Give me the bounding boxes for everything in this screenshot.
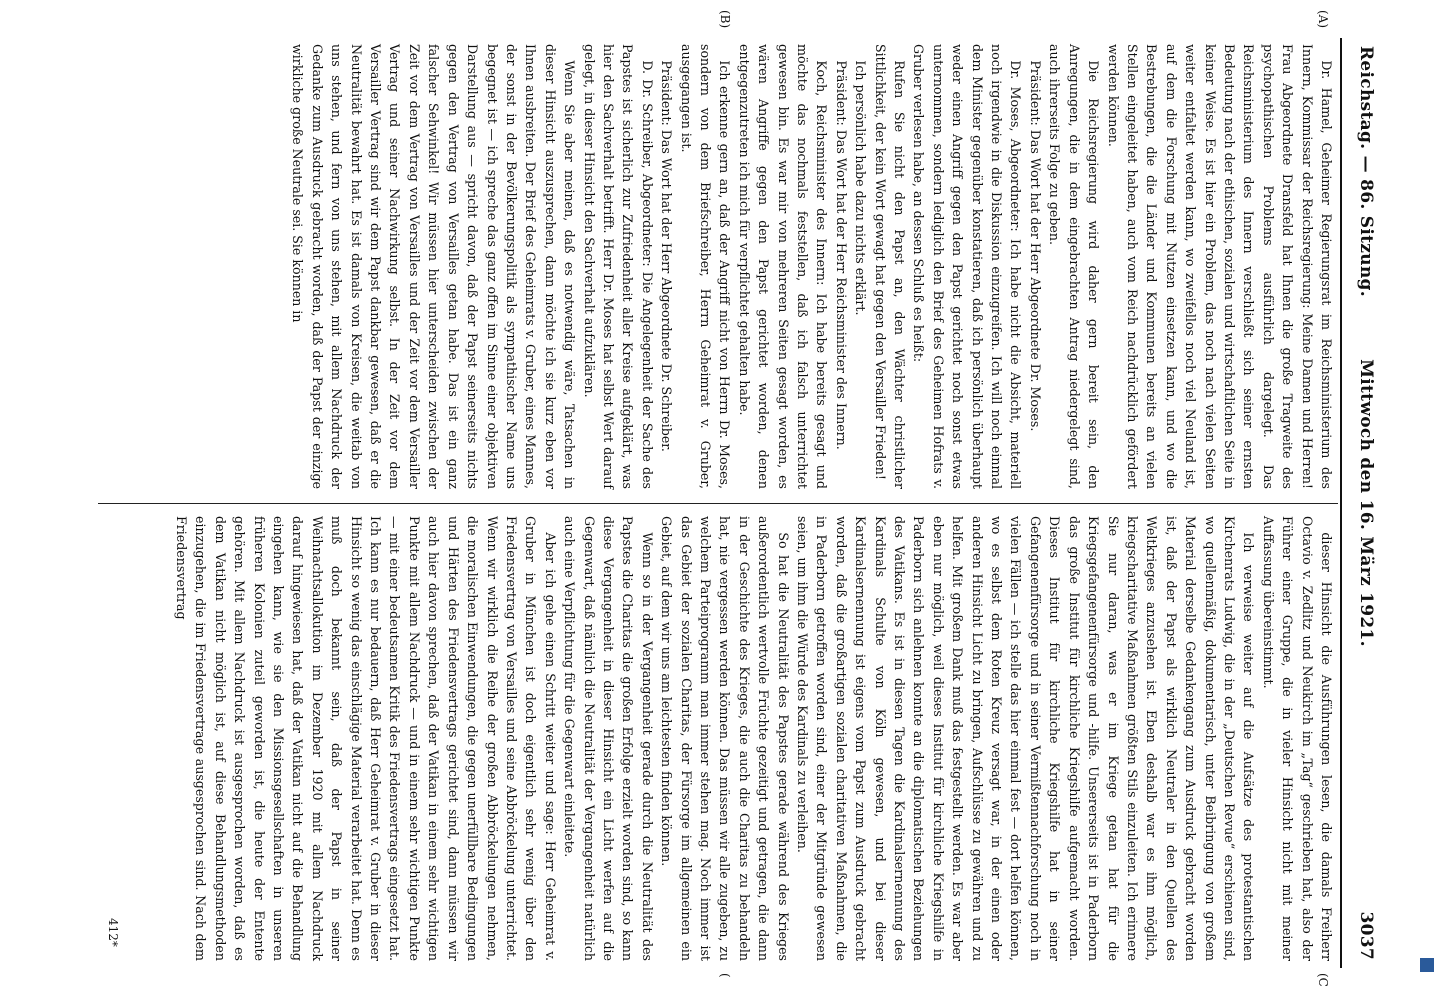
header-date: Mittwoch den 16. März 1921. — [1356, 359, 1376, 647]
left-column-paragraph: Wenn Sie aber meinen, daß es notwendig wäre, Tatsachen in dieser Hinsicht auszusprechen, dann möchte ich sie kurz eben vor Ihnen ausbreiten. Der Brief des Geheimrats v. Gruber, eines Mannes, der sonst in der Bevölkerungspolitik als sympathischer Name uns begegnet ist — ich spreche das ganz offen im Sinne einer objektiven Darstellung aus — spricht davon, daß der Papst seinerseits nichts gegen den Vertrag von Versailles getan habe. Das ist ein ganz falscher Sehwinkel! Wir müssen hier unterscheiden zwischen der Zeit vor dem Vertrag von Versailles und der Zeit vor dem Versailler Vertrag und seiner Nachwirkung selbst. In der Zeit vor dem Versailler Vertrag sind wir dem Papst dankbar gewesen, daß er die Neutralität bewahrt hat. Es ist damals von Kreisen, die weitab von uns stehen, und fern von uns stehen, mit allem Nachdruck der Gedanke zum Ausdruck gebracht worden, daß der Papst der einzige wirkliche große Neutrale sei. Sie können in — [290, 44, 578, 489]
right-column-paragraph: dieser Hinsicht die Ausführungen lesen, die damals Freiherr Octavio v. Zedlitz und Neukirch im „Tag“ geschrieben hat, also der Führer einer Gruppe, die in vieler Hinsicht nicht mit meiner Auffassung übereinstimmt. — [1260, 516, 1334, 961]
left-column-paragraph: Ich persönlich habe dazu nichts erklärt. — [853, 60, 869, 316]
left-column-paragraph: Rufen Sie nicht den Papst an, den Wächter christlicher Sittlichkeit, der kein Wort gewagt hat gegen den Versailler Frieden! — [872, 44, 908, 489]
left-column-paragraph: Ich erkenne gern an, daß der Angriff nicht von Herrn Dr. Moses, sondern von dem Briefschreiber, Herrn Geheimrat v. Gruber, ausgegangen ist. — [678, 44, 733, 489]
page-number: 3037 — [1356, 911, 1376, 960]
right-column — [172, 516, 1336, 961]
left-column-paragraph: Dr. Moses, Abgeordneter: Ich habe nicht die Absicht, materiell noch irgendwie in die Diskussion einzugreifen. Ich will noch einmal dem Minister gegenüber konstatieren, daß ich persönlich überhaupt weder einen Angriff gegen den Papst gerichtet noch sonst etwas unternommen, sondern lediglich den Brief des Geheimen Hofrats v. Gruber verlesen habe, an dessen Schluß es heißt: — [911, 44, 1024, 489]
left-column-paragraph: Dr. Hamel, Geheimer Regierungsrat im Reichsministerium des Innern, Kommissar der Reichsregierung: Meine Damen und Herren! Frau Abgeordnete Dransfeld hat Ihnen die große Tragweite des psychopathischen Problems ausführlich dargelegt. Das Reichsministerium des Innern verschließt sich seiner ernsten Bedeutung nach der ethischen, sozialen und wirtschaftlichen Seite in keiner Weise. Es ist hier ein Problem, das noch nach vielen Seiten weiter entfaltet werden kann, wo zweifellos noch viel Neuland ist, auf dem die Forschung mit Nutzen einsetzen kann, und wo die Bestrebungen, die die Länder und Kommunen bereits an vielen Stellen eingeleitet haben, auch vom Reich nachdrücklich gefördert werden können. — [1105, 44, 1334, 489]
left-column — [288, 44, 1336, 489]
left-column-paragraph: Koch, Reichsminister des Innern: Ich habe bereits gesagt und möchte das nochmals feststellen, daß ich falsch unterrichtet gewesen bin. Es war mir von mehreren Seiten gesagt worden, es wären Angriffe gegen den Papst gerichtet worden, denen entgegenzutreten ich mich für verpflichtet gehalten habe. — [736, 44, 830, 489]
left-column-paragraph: Präsident: Das Wort hat der Herr Reichsminister des Innern. — [833, 60, 849, 450]
margin-mark-c: (C — [1316, 973, 1330, 987]
running-header — [1346, 38, 1382, 968]
column-divider — [98, 503, 1338, 504]
header-left: Reichstag. — 86. Sitzung. — [1356, 46, 1376, 297]
left-column-paragraph: Präsident: Das Wort hat der Herr Abgeordnete Dr. Moses. — [1027, 60, 1043, 432]
digitization-note — [1412, 8, 1426, 992]
rotated-print-area — [98, 10, 1382, 987]
right-column-paragraph: Wenn so in der Vergangenheit gerade durch die Neutralität des Papstes die Charitas die großen Erfolge erzielt worden sind, so kann diese Vergangenheit in dieser Hinsicht ein Licht werfen auf die Gegenwart, daß nämlich die Neutralität der Vergangenheit natürlich auch eine Verpflichtung für die Gegenwart einleitete. — [562, 516, 655, 961]
margin-mark-d: ( — [718, 973, 732, 978]
left-column-paragraph: D. Dr. Schreiber, Abgeordneter: Die Angelegenheit der Sache des Papstes ist sicherlich zur Zufriedenheit aller Kreise aufgeklärt, was hier den Sachverhalt betrifft. Herr Dr. Moses hat selbst Wert darauf gelegt, in dieser Hinsicht den Sachverhalt aufzuklären. — [581, 44, 655, 489]
margin-mark-b: (B) — [718, 10, 732, 29]
header-rule — [1340, 38, 1342, 968]
left-column-paragraph: Die Reichsregierung wird daher gern bereit sein, den Anregungen, die in dem eingebrachten Antrag niedergelegt sind, auch ihrerseits Folge zu geben. — [1047, 44, 1102, 489]
dfg-logo — [1420, 958, 1434, 972]
right-column-paragraph: So hat die Neutralität des Papstes gerade während des Krieges außerordentlich wertvolle Früchte gezeitigt und getragen, die dann in der Geschichte des Krieges, die auch die Charitas zu behandeln hat, nie vergessen werden können. Das müssen wir alle zugeben, zu welchem Parteiprogramm man immer stehen mag. Noch immer ist das Gebiet der sozialen Charitas, der Fürsorge im allgemeinen ein Gebiet, auf dem wir uns am leichtesten finden können. — [659, 516, 791, 961]
signature-mark: 412* — [106, 918, 120, 947]
right-column-paragraph: Ich verweise weiter auf die Aufsätze des protestantischen Kirchenrats Ludwig, die in der „Deutschen Revue“ erschienen sind, wo quellenmäßig, dokumentarisch, unter Beibringung von großem Material derselbe Gedankengang zum Ausdruck gebracht worden ist, daß der Papst als wirklich Neutraler in den Quellen des Weltkrieges anzusehen ist. Eben deshalb war es ihm möglich, kriegscharitative Maßnahmen größten Stils einzuleiten. Ich erinnere Sie nur daran, was er im Kriege getan hat für die Kriegsgefangenenfürsorge und -hilfe. Unsererseits ist in Paderborn das große Institut für kirchliche Kriegshilfe aufgemacht worden. Dieses Institut für kirchliche Kriegshilfe hat in seiner Gefangenenfürsorge und in seiner Vermißtennachforschung noch in vielen Fällen — ich stelle das hier einmal fest — dort helfen können, wo es selbst dem Roten Kreuz versagt war, in der einen oder anderen Hinsicht Licht zu bringen, Aufschlüsse zu gewähren und zu helfen. Mit großem Dank muß das festgestellt werden. Es war aber eben nur möglich, weil dieses Institut für kirchliche Kriegshilfe in Paderborn sich anlehnen konnte an die diplomatischen Beziehungen des Vatikans. Es ist in diesen Tagen die Kardinalsernennung des Kardinals Schulte von Köln gewesen, und bei dieser Kardinalsernennung ist eigens vom Papst zum Ausdruck gebracht worden, daß die großartigen sozialen charitativen Maßnahmen, die in Paderborn getroffen worden sind, einer der Mitgründe gewesen seien, um ihm die Würde des Kardinals zu verleihen. — [795, 516, 1257, 961]
left-column-paragraph: Präsident: Das Wort hat der Herr Abgeordnete Dr. Schreiber. — [659, 60, 675, 452]
right-column-paragraph: Aber ich gehe einen Schritt weiter und sage: Herr Geheimrat v. Gruber in München ist doch eigentlich sehr wenig über den Friedensvertrag von Versailles und seine Abbröckelung unterrichtet. Wenn wir wirklich die Reihe der großen Abbröckelungen nehmen, die moralischen Einwendungen, die gegen unerfüllbare Bedingungen und Härten des Friedensvertrags gerichtet sind, dann müssen wir auch hier davon sprechen, daß der Vatikan in einem sehr wichtigen Punkte mit allem Nachdruck — und in einem sehr wichtigen Punkte — mit einer bedeutsamen Kritik des Friedensvertrags eingesetzt hat. Ich kann es nur bedauern, daß Herr Geheimrat v. Gruber in dieser Hinsicht so wenig das einschlägige Material verarbeitet hat. Denn es muß doch bekannt sein, daß der Papst in seiner Weihnachtsallokution im Dezember 1920 mit allem Nachdruck darauf hingewiesen hat, daß der Vatikan nicht auf die Behandlung eingehen kann, wie sie den Missionsgesellschaften in unseren früheren Kolonien zuteil geworden ist, die heute der Entente gehören. Mit allem Nachdruck ist ausgesprochen worden, daß es dem Vatikan nicht möglich ist, auf diese Behandlungsmethoden einzugehen, die im Friedensvertrage ausgesprochen sind. Nach dem Friedensvertrag — [174, 516, 558, 961]
margin-mark-a: (A) — [1316, 10, 1330, 29]
